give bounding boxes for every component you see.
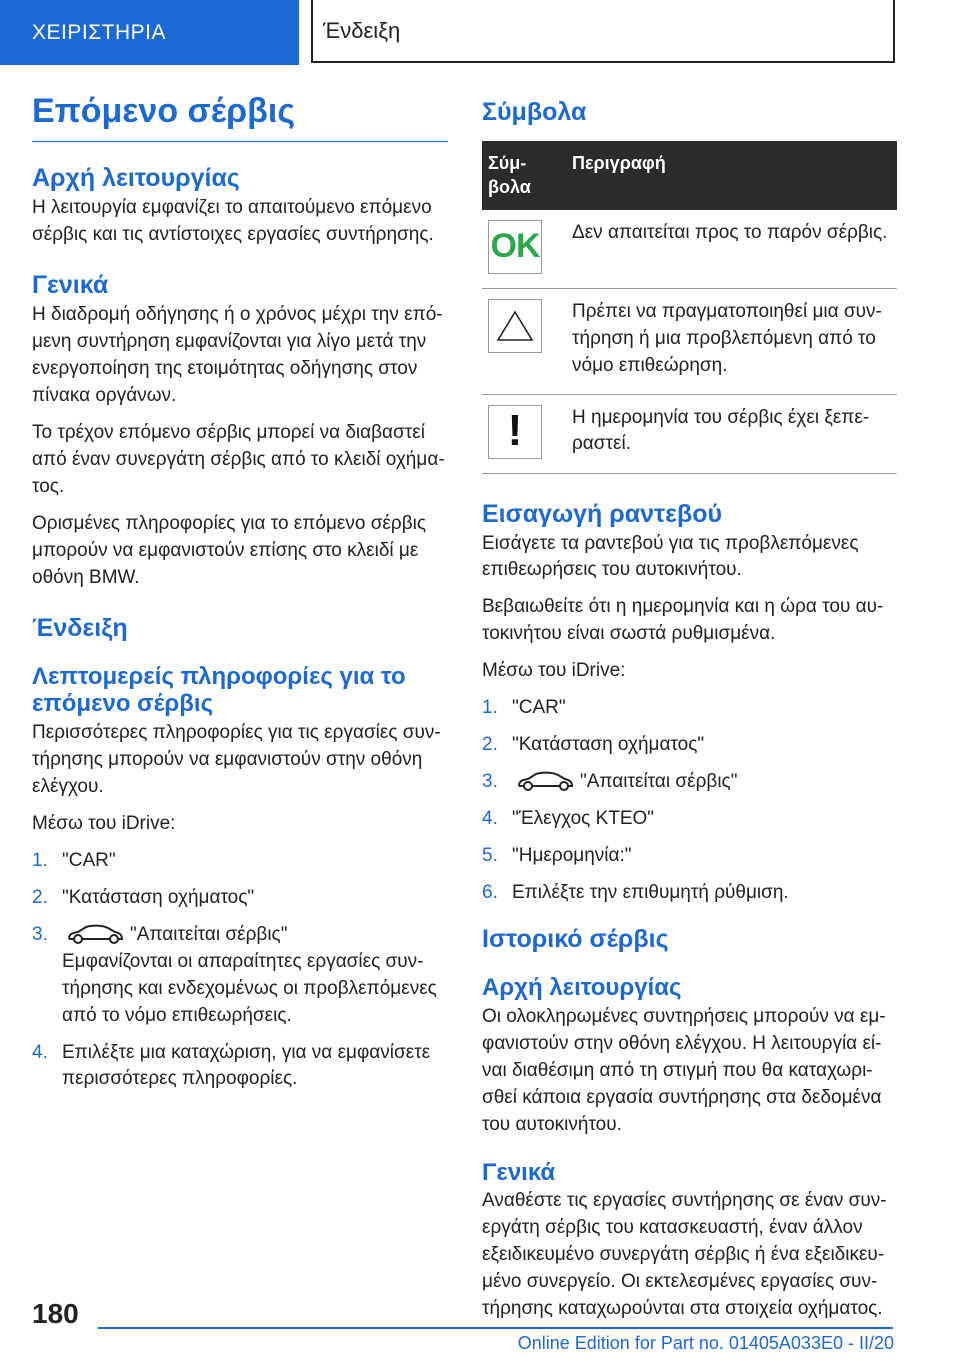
step-number: 1.: [482, 697, 498, 719]
list-item: [482, 843, 897, 870]
paragraph: Η διαδρομή οδήγησης ή ο χρόνος μέχρι την επόμενη συντήρηση εμφανίζονται για λίγο μετά την ενεργοποίηση της ετοιμότητας οδήγησης στον πίνακα οργάνων.: [32, 303, 443, 406]
paragraph: Ορισμένες πληροφορίες για το επόμενο σέρβις μπορούν να εμφανιστούν επίσης στο κλειδί με οθόνη BMW.: [32, 512, 427, 588]
paragraph: Αναθέστε τις εργασίες συντήρησης σε έναν συνεργάτη σέρβις του κατασκευαστή, έναν άλλον εξειδικευμένο συνεργάτη σέρβις ή ένα εξειδικευμένο συνεργείο. Οι εκτελεσμένες εργασίες συντήρησης καταχωρούνται στα στοιχεία οχήματος.: [482, 1190, 887, 1320]
table-header-symbols: Σύμβολα: [482, 141, 566, 210]
page-title: Επόμενο σέρβις: [32, 92, 448, 142]
list-item: [482, 695, 897, 722]
step-number: 3.: [32, 923, 48, 945]
right-column: [482, 92, 897, 1333]
paragraph: Μέσω του iDrive:: [482, 660, 626, 682]
paragraph: Μέσω του iDrive:: [32, 812, 176, 834]
step-text: "CAR": [62, 849, 116, 871]
step-text: "Κατάσταση οχήματος": [512, 734, 705, 756]
left-column: [32, 92, 448, 1103]
step-number: 1.: [32, 849, 48, 871]
step-text: "Ημερομηνία:": [512, 845, 632, 867]
table-cell: Η ημερομηνία του σέρβις έχει ξεπεραστεί.: [566, 394, 897, 473]
list-item: [32, 1040, 448, 1094]
list-item: [482, 806, 897, 833]
warning-triangle-icon: [488, 299, 542, 353]
table-cell: Πρέπει να πραγματοποιηθεί μια συντήρηση ή μια προβλεπόμενη από το νόμο επιθεώρηση.: [566, 288, 897, 394]
paragraph: Βεβαιωθείτε ότι η ημερομηνία και η ώρα του αυτοκινήτου είναι σωστά ρυθμισμένα.: [482, 596, 884, 645]
step-text: "Απαιτείται σέρβις": [130, 923, 288, 945]
step-number: 5.: [482, 845, 498, 867]
step-number: 6.: [482, 882, 498, 904]
step-text: Επιλέξτε μια καταχώριση, για να εμφανίσετε περισσότερες πληροφορίες.: [62, 1041, 431, 1090]
paragraph: Εισάγετε τα ραντεβού για τις προβλεπόμενες επιθεωρήσεις του αυτοκινήτου.: [482, 532, 859, 581]
table-cell: Δεν απαιτείται προς το παρόν σέρβις.: [566, 210, 897, 289]
heading-display: Ένδειξη: [32, 613, 128, 642]
footer-edition: Online Edition for Part no. 01405A033E0 - II/20: [517, 1333, 894, 1353]
step-text: "Απαιτείται σέρβις": [580, 771, 738, 793]
heading-symbols: Σύμβολα: [482, 98, 587, 126]
table-header-description: Περιγραφή: [566, 141, 897, 210]
list-item: [482, 732, 897, 759]
paragraph: Περισσότερες πληροφορίες για τις εργασίες συντήρησης μπορούν να εμφανιστούν στην οθόνη ελέγχου.: [32, 721, 441, 797]
heading-history: Ιστορικό σέρβις: [482, 925, 669, 954]
step-text: "CAR": [512, 697, 566, 719]
page-number: 180: [32, 1298, 79, 1329]
step-number: 4.: [482, 808, 498, 830]
heading-appointment: Εισαγωγή ραντεβού: [482, 499, 723, 528]
list-item: [482, 769, 897, 796]
table-row: [482, 394, 897, 473]
step-number: 2.: [32, 886, 48, 908]
step-text: "Έλεγχος ΚΤΕΟ": [512, 808, 655, 830]
symbols-table: [482, 141, 897, 474]
paragraph: Το τρέχον επόμενο σέρβις μπορεί να διαβαστεί από έναν συνεργάτη σέρβις από το κλειδί οχήματος.: [32, 421, 445, 497]
heading-principle: Αρχή λειτουργίας: [32, 164, 240, 192]
list-item: [32, 848, 448, 875]
subheading-details: Λεπτομερείς πληροφορίες για το επόμενο σέρβις: [32, 662, 406, 718]
step-text: Επιλέξτε την επιθυμητή ρύθμιση.: [512, 882, 789, 904]
ok-icon: OK: [488, 220, 542, 274]
section-tab: ΧΕΙΡΙΣΤΗΡΙΑ: [0, 0, 299, 65]
car-icon: [516, 770, 574, 792]
appointment-steps: [482, 695, 897, 907]
chapter-tab: Ένδειξη: [311, 0, 895, 63]
list-item: [482, 880, 897, 907]
footer-divider: [98, 1327, 893, 1329]
idrive-steps: [32, 848, 448, 1094]
paragraph: Οι ολοκληρωμένες συντηρήσεις μπορούν να εμφανιστούν στην οθόνη ελέγχου. Η λειτουργία είναι διαθέσιμη από τη στιγμή που θα καταχωρισθεί κάποια εργασία συντήρησης στα δεδομένα του αυτοκινήτου.: [482, 1005, 886, 1135]
subheading-principle: Αρχή λειτουργίας: [482, 974, 682, 1002]
exclamation-icon: !: [488, 405, 542, 459]
list-item: [32, 922, 448, 1030]
step-number: 3.: [482, 771, 498, 793]
car-icon: [66, 923, 124, 945]
paragraph: Η λειτουργία εμφανίζει το απαιτούμενο επόμενο σέρβις και τις αντίστοιχες εργασίες συντήρησης.: [32, 197, 434, 245]
step-extra: Εμφανίζονται οι απαραίτητες εργασίες συντήρησης και ενδεχομένως οι προβλεπόμενες από το νόμο επιθεωρήσεις.: [62, 950, 437, 1026]
table-row: [482, 288, 897, 394]
subheading-general: Γενικά: [482, 1158, 556, 1186]
heading-general: Γενικά: [32, 270, 109, 299]
step-text: "Κατάσταση οχήματος": [62, 886, 255, 908]
list-item: [32, 885, 448, 912]
step-number: 2.: [482, 734, 498, 756]
step-number: 4.: [32, 1041, 48, 1063]
table-row: [482, 210, 897, 289]
